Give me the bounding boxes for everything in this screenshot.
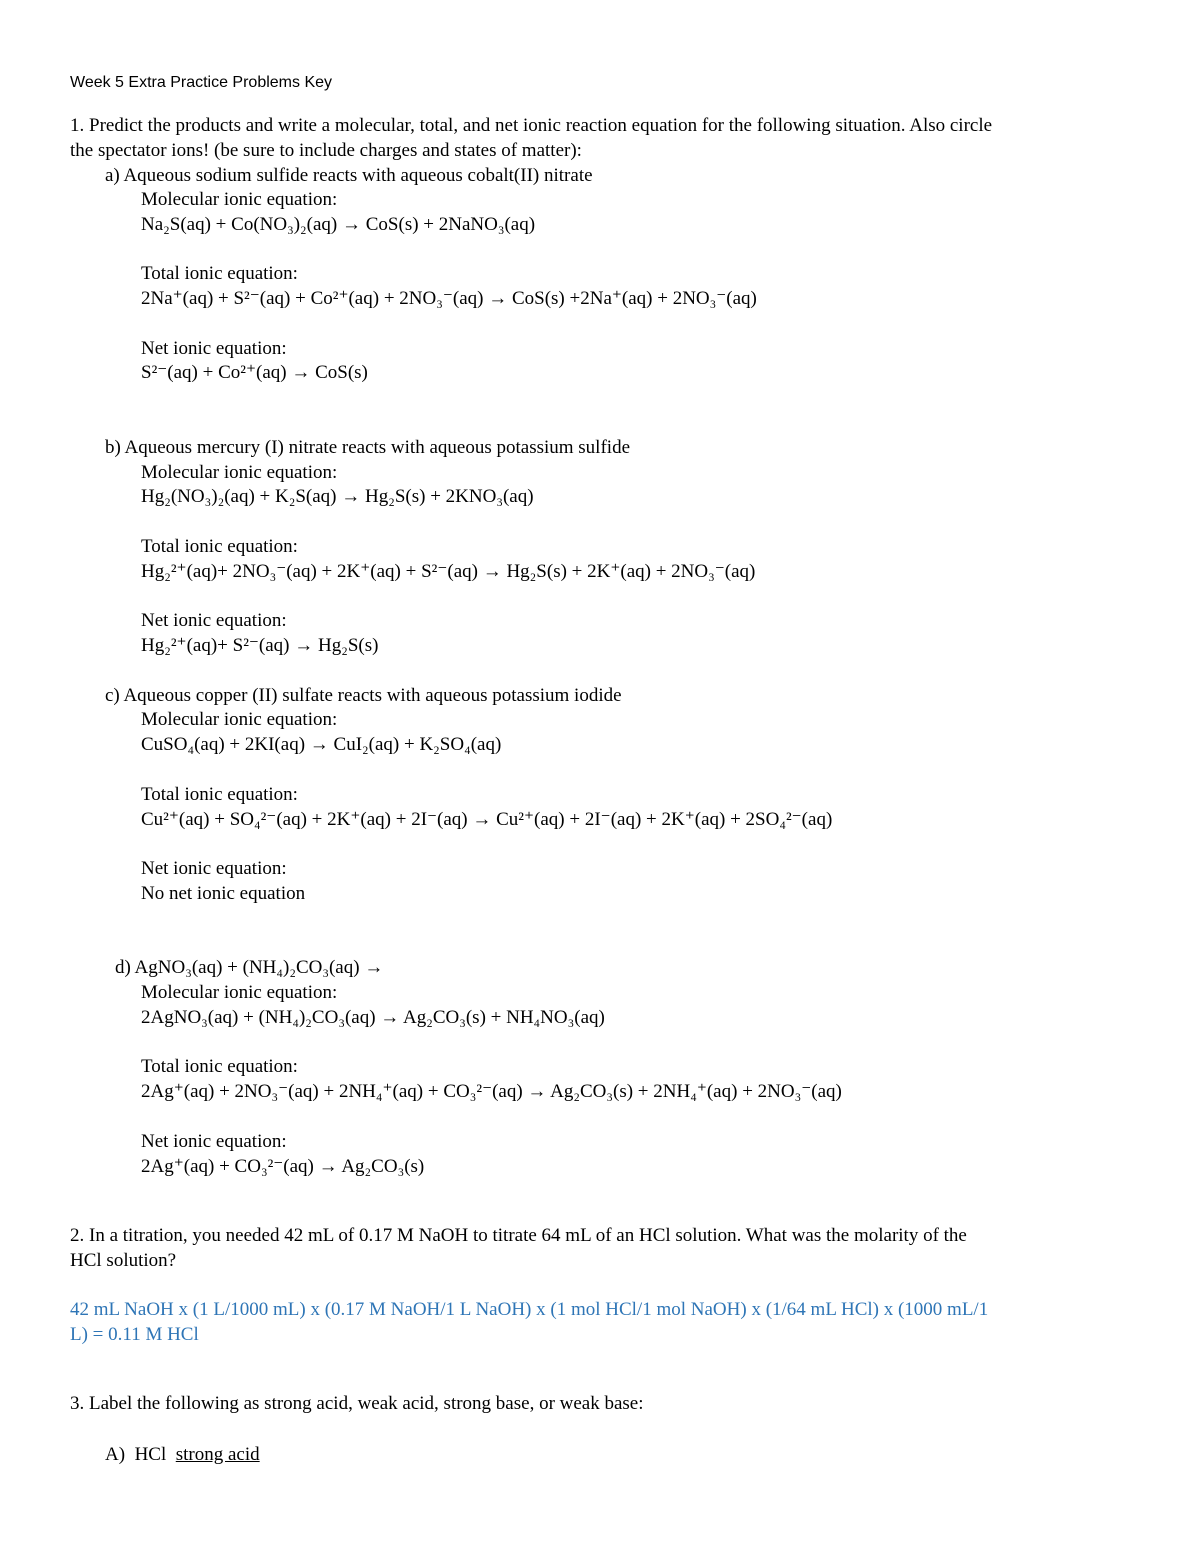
q1b-heading: b) Aqueous mercury (I) nitrate reacts with aqueous potassium sulfide	[105, 437, 630, 458]
q1a-net-label: Net ionic equation:	[141, 338, 287, 359]
q1a-heading: a) Aqueous sodium sulfide reacts with aqueous cobalt(II) nitrate	[105, 165, 593, 186]
q1a-molecular-label: Molecular ionic equation:	[141, 189, 338, 210]
q3-prompt: 3. Label the following as strong acid, weak acid, strong base, or weak base:	[70, 1393, 644, 1414]
q1d-net-equation: 2Ag⁺(aq) + CO₃²⁻(aq) → Ag₂CO₃(s)	[141, 1156, 425, 1177]
q1c-total-label: Total ionic equation:	[141, 784, 298, 805]
q1d-total-equation: 2Ag⁺(aq) + 2NO₃⁻(aq) + 2NH₄⁺(aq) + CO₃²⁻(aq) → Ag₂CO₃(s) + 2NH₄⁺(aq) + 2NO₃⁻(aq)	[141, 1081, 842, 1102]
q1a-total-label: Total ionic equation:	[141, 263, 298, 284]
q1d-heading: d) AgNO₃(aq) + (NH₄)₂CO₃(aq) →	[115, 957, 384, 978]
q1c-net-equation: No net ionic equation	[141, 883, 306, 904]
q1d-molecular-label: Molecular ionic equation:	[141, 982, 338, 1003]
q1b-net-label: Net ionic equation:	[141, 610, 287, 631]
q2-prompt-line2: HCl solution?	[70, 1250, 177, 1271]
q2-answer-line1: 42 mL NaOH x (1 L/1000 mL) x (0.17 M NaOH/1 L NaOH) x (1 mol HCl/1 mol NaOH) x (1/64 mL HCl) x (1000 mL/1	[70, 1299, 989, 1320]
q2-prompt-line1: 2. In a titration, you needed 42 mL of 0.17 M NaOH to titrate 64 mL of an HCl solution. What was the molarity of the	[70, 1225, 967, 1246]
q1b-total-equation: Hg₂²⁺(aq)+ 2NO₃⁻(aq) + 2K⁺(aq) + S²⁻(aq) → Hg₂S(s) + 2K⁺(aq) + 2NO₃⁻(aq)	[141, 561, 756, 582]
q1b-molecular-equation: Hg₂(NO₃)₂(aq) + K₂S(aq) → Hg₂S(s) + 2KNO₃(aq)	[141, 486, 534, 507]
q1c-heading: c) Aqueous copper (II) sulfate reacts with aqueous potassium iodide	[105, 685, 622, 706]
q1c-molecular-equation: CuSO₄(aq) + 2KI(aq) → CuI₂(aq) + K₂SO₄(aq)	[141, 734, 502, 755]
q1b-molecular-label: Molecular ionic equation:	[141, 462, 338, 483]
q1d-net-label: Net ionic equation:	[141, 1131, 287, 1152]
q3-item-a-compound: HCl	[134, 1444, 167, 1465]
q1c-net-label: Net ionic equation:	[141, 858, 287, 879]
q1d-molecular-equation: 2AgNO₃(aq) + (NH₄)₂CO₃(aq) → Ag₂CO₃(s) + NH₄NO₃(aq)	[141, 1007, 605, 1028]
q1d-total-label: Total ionic equation:	[141, 1056, 298, 1077]
q3-item-a	[105, 1443, 260, 1467]
q1a-total-equation: 2Na⁺(aq) + S²⁻(aq) + Co²⁺(aq) + 2NO₃⁻(aq) → CoS(s) +2Na⁺(aq) + 2NO₃⁻(aq)	[141, 288, 757, 309]
document-title: Week 5 Extra Practice Problems Key	[70, 74, 333, 91]
q1a-molecular-equation: Na₂S(aq) + Co(NO₃)₂(aq) → CoS(s) + 2NaNO₃(aq)	[141, 214, 536, 235]
q1c-total-equation: Cu²⁺(aq) + SO₄²⁻(aq) + 2K⁺(aq) + 2I⁻(aq) → Cu²⁺(aq) + 2I⁻(aq) + 2K⁺(aq) + 2SO₄²⁻(aq)	[141, 809, 833, 830]
q1c-molecular-label: Molecular ionic equation:	[141, 709, 338, 730]
q2-answer-line2: L) = 0.11 M HCl	[70, 1324, 199, 1345]
q1a-net-equation: S²⁻(aq) + Co²⁺(aq) → CoS(s)	[141, 362, 368, 383]
q1-prompt-line2: the spectator ions! (be sure to include charges and states of matter):	[70, 140, 582, 161]
q1b-total-label: Total ionic equation:	[141, 536, 298, 557]
q3-item-a-answer: strong acid	[175, 1444, 260, 1465]
q1b-net-equation: Hg₂²⁺(aq)+ S²⁻(aq) → Hg₂S(s)	[141, 635, 379, 656]
q3-item-a-label: A)	[105, 1444, 126, 1465]
q1-prompt-line1: 1. Predict the products and write a molecular, total, and net ionic reaction equation for the following situation. Also circle	[70, 115, 993, 136]
